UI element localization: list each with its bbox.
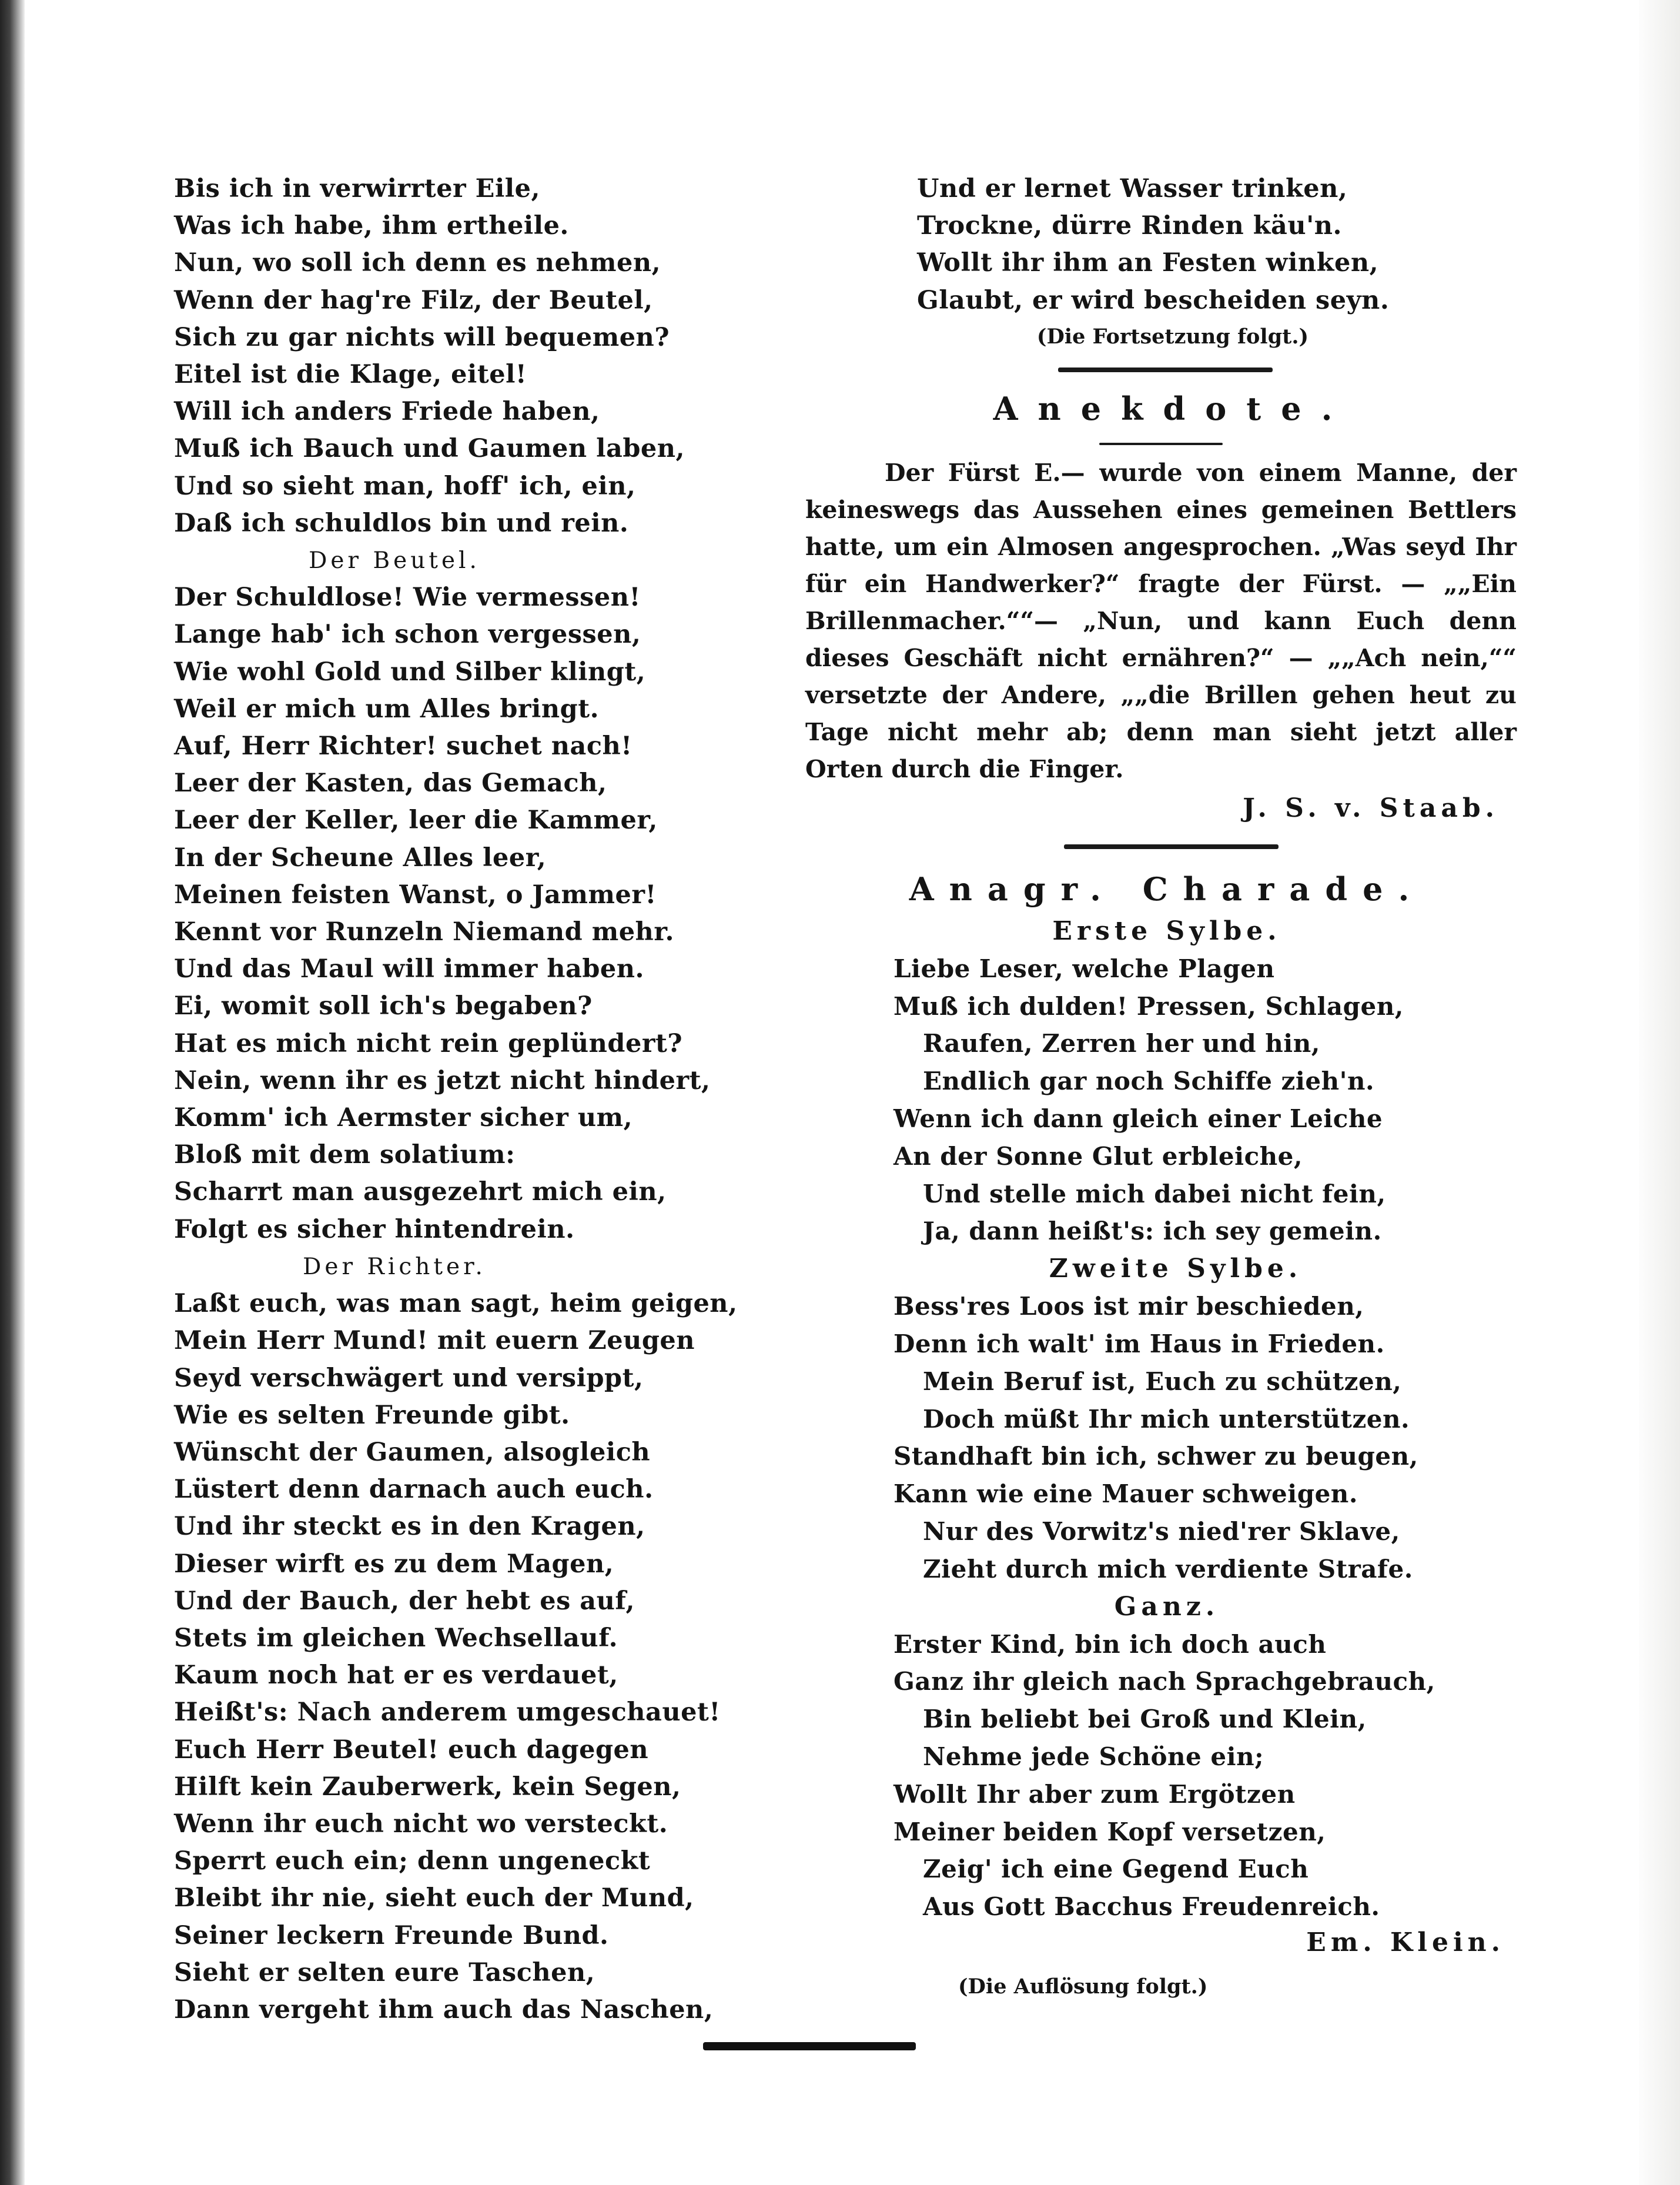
verse-line: Trockne, dürre Rinden käu'n. <box>917 211 1343 241</box>
verse-line: Und der Bauch, der hebt es auf, <box>174 1586 635 1616</box>
verse-line: Zieht durch mich verdiente Strafe. <box>923 1554 1413 1583</box>
verse-line: Kennt vor Runzeln Niemand mehr. <box>174 917 674 947</box>
verse-line: Muß ich dulden! Pressen, Schlagen, <box>893 991 1404 1021</box>
verse-line: Nur des Vorwitz's nied'rer Sklave, <box>923 1516 1400 1546</box>
verse-line: Komm' ich Aermster sicher um, <box>174 1103 633 1133</box>
verse-line: Mein Herr Mund! mit euern Zeugen <box>174 1326 695 1356</box>
verse-line: Zeig' ich eine Gegend Euch <box>923 1855 1309 1884</box>
verse-line: Bin beliebt bei Groß und Klein, <box>923 1705 1367 1734</box>
verse-line: Wollt Ihr aber zum Ergötzen <box>893 1779 1296 1809</box>
verse-line: Leer der Kasten, das Gemach, <box>174 769 607 799</box>
verse-line: Leer der Keller, leer die Kammer, <box>174 806 658 836</box>
verse-line: An der Sonne Glut erbleiche, <box>893 1141 1303 1171</box>
verse-line: Hat es mich nicht rein geplündert? <box>174 1028 683 1058</box>
verse-line: Wünscht der Gaumen, alsogleich <box>174 1437 651 1467</box>
verse-line: Mein Beruf ist, Euch zu schützen, <box>923 1367 1402 1396</box>
verse-line: Sperrt euch ein; denn ungeneckt <box>174 1846 651 1876</box>
verse-line: Wie es selten Freunde gibt. <box>174 1400 570 1430</box>
verse-line: Nein, wenn ihr es jetzt nicht hindert, <box>174 1065 711 1095</box>
verse-line: Sieht er selten eure Taschen, <box>174 1957 595 1987</box>
verse-line: Raufen, Zerren her und hin, <box>923 1029 1320 1058</box>
verse-line: Bloß mit dem solatium: <box>174 1140 516 1170</box>
verse-line: Wenn ich dann gleich einer Leiche <box>893 1104 1383 1133</box>
verse-line: Kann wie eine Mauer schweigen. <box>893 1479 1358 1509</box>
verse-line: Ei, womit soll ich's begaben? <box>174 991 593 1021</box>
poem-section-a <box>174 171 685 542</box>
verse-line: Seiner leckern Freunde Bund. <box>174 1920 609 1950</box>
verse-line: Scharrt man ausgezehrt mich ein, <box>174 1177 667 1207</box>
page-end-rule <box>703 2042 916 2050</box>
left-column <box>174 171 738 2029</box>
verse-line: Ja, dann heißt's: ich sey gemein. <box>923 1217 1382 1246</box>
verse-line: Liebe Leser, welche Plagen <box>893 954 1275 983</box>
verse-line: Dieser wirft es zu dem Magen, <box>174 1549 614 1579</box>
verse-line: Stets im gleichen Wechsellauf. <box>174 1623 618 1653</box>
verse-line: Dann vergeht ihm auch das Naschen, <box>174 1994 714 2024</box>
verse-line: Auf, Herr Richter! suchet nach! <box>174 731 632 761</box>
verse-line: Lange hab' ich schon vergessen, <box>174 620 641 650</box>
page-right-edge <box>1639 0 1680 2185</box>
verse-line: Ganz ihr gleich nach Sprachgebrauch, <box>893 1667 1435 1696</box>
verse-line: Bis ich in verwirrter Eile, <box>174 174 540 203</box>
syllable-heading: Erste Sylbe. <box>1052 916 1281 946</box>
title-underline <box>1099 443 1223 445</box>
speaker-heading: Der Richter. <box>303 1253 486 1280</box>
verse-line: Und stelle mich dabei nicht fein, <box>923 1179 1386 1208</box>
poem-section-c <box>174 1285 738 2029</box>
verse-line: Meinen feisten Wanst, o Jammer! <box>174 880 657 910</box>
verse-line: Wie wohl Gold und Silber klingt, <box>174 657 646 687</box>
section-rule <box>1058 367 1273 372</box>
verse-line: Lüstert denn darnach auch euch. <box>174 1475 654 1505</box>
verse-line: Heißt's: Nach anderem umgeschauet! <box>174 1698 721 1728</box>
verse-line: Bess'res Loos ist mir beschieden, <box>893 1292 1364 1321</box>
charade-title: Anagr. Charade. <box>909 870 1425 908</box>
verse-line: Der Schuldlose! Wie vermessen! <box>174 583 641 613</box>
verse-line: Eitel ist die Klage, eitel! <box>174 360 527 390</box>
verse-line: Will ich anders Friede haben, <box>174 397 600 427</box>
speaker-heading: Der Beutel. <box>309 547 480 574</box>
verse-line: Doch müßt Ihr mich unterstützen. <box>923 1404 1410 1434</box>
verse-line: Bleibt ihr nie, sieht euch der Mund, <box>174 1883 694 1913</box>
anekdote-text: Der Fürst E.— wurde von einem Manne, der keineswegs das Aussehen eines gemeinen Bettlers hatte, um ein Almosen angesprochen. „Was seyd Ihr für ein Handwerker?“ fragte der Fürst. — „„Ein Brillenmacher.““— „Nun, und kann Euch denn dieses Geschäft nicht ernähren?“ — „„Ach nein,““ versetzte der Andere, „„die Brillen gehen heut zu Tage nicht mehr ab; denn man sieht jetzt aller Orten durch die Finger. <box>805 458 1517 783</box>
verse-line: Nehme jede Schöne ein; <box>923 1742 1264 1771</box>
syllable-heading: Zweite Sylbe. <box>1049 1254 1303 1284</box>
poem-continuation <box>805 171 1517 319</box>
right-column <box>805 171 1517 2004</box>
verse-line: Weil er mich um Alles bringt. <box>174 694 600 724</box>
anekdote-title: Anekdote. <box>993 389 1353 427</box>
verse-line: Nun, wo soll ich denn es nehmen, <box>174 248 661 278</box>
verse-line: Meiner beiden Kopf versetzen, <box>893 1817 1326 1846</box>
book-binding-edge <box>0 0 25 2185</box>
poem-section-b <box>174 579 711 1248</box>
verse-line: Wenn ihr euch nicht wo versteckt. <box>174 1809 668 1839</box>
verse-line: Seyd verschwägert und versippt, <box>174 1363 644 1393</box>
verse-line: Folgt es sicher hintendrein. <box>174 1214 575 1244</box>
verse-line: Laßt euch, was man sagt, heim geigen, <box>174 1289 738 1319</box>
section-rule <box>1064 844 1279 849</box>
verse-line: In der Scheune Alles leer, <box>174 843 547 873</box>
whole-heading: Ganz. <box>1114 1591 1220 1622</box>
anekdote-signature: J. S. v. Staab. <box>1243 793 1499 823</box>
verse-line: Wenn der hag're Filz, der Beutel, <box>174 285 653 315</box>
verse-line: Muß ich Bauch und Gaumen laben, <box>174 434 685 464</box>
verse-line: Sich zu gar nichts will bequemen? <box>174 322 670 352</box>
verse-line: Erster Kind, bin ich doch auch <box>893 1629 1327 1659</box>
verse-line: Was ich habe, ihm ertheile. <box>174 211 569 241</box>
charade-signature: Em. Klein. <box>1306 1927 1505 1957</box>
verse-line: Aus Gott Bacchus Freudenreich. <box>923 1892 1380 1922</box>
whole-verses <box>805 1626 1517 1926</box>
solution-note: (Die Auflösung folgt.) <box>958 1974 1208 1999</box>
verse-line: Denn ich walt' im Haus in Frieden. <box>893 1329 1385 1358</box>
verse-line: Hilft kein Zauberwerk, kein Segen, <box>174 1772 681 1802</box>
verse-line: Endlich gar noch Schiffe zieh'n. <box>923 1067 1375 1096</box>
verse-line: Und das Maul will immer haben. <box>174 954 645 984</box>
verse-line: Und er lernet Wasser trinken, <box>917 174 1348 203</box>
syllable-one-verses <box>805 950 1517 1250</box>
verse-line: Und ihr steckt es in den Kragen, <box>174 1512 645 1542</box>
verse-line: Daß ich schuldlos bin und rein. <box>174 508 629 538</box>
syllable-two-verses <box>805 1288 1517 1588</box>
continuation-note: (Die Fortsetzung folgt.) <box>1036 324 1309 349</box>
verse-line: Und so sieht man, hoff' ich, ein, <box>174 471 636 501</box>
verse-line: Standhaft bin ich, schwer zu beugen, <box>893 1442 1418 1471</box>
verse-line: Glaubt, er wird bescheiden seyn. <box>917 285 1390 315</box>
verse-line: Euch Herr Beutel! euch dagegen <box>174 1735 649 1765</box>
verse-line: Wollt ihr ihm an Festen winken, <box>917 248 1379 278</box>
verse-line: Kaum noch hat er es verdauet, <box>174 1661 618 1690</box>
